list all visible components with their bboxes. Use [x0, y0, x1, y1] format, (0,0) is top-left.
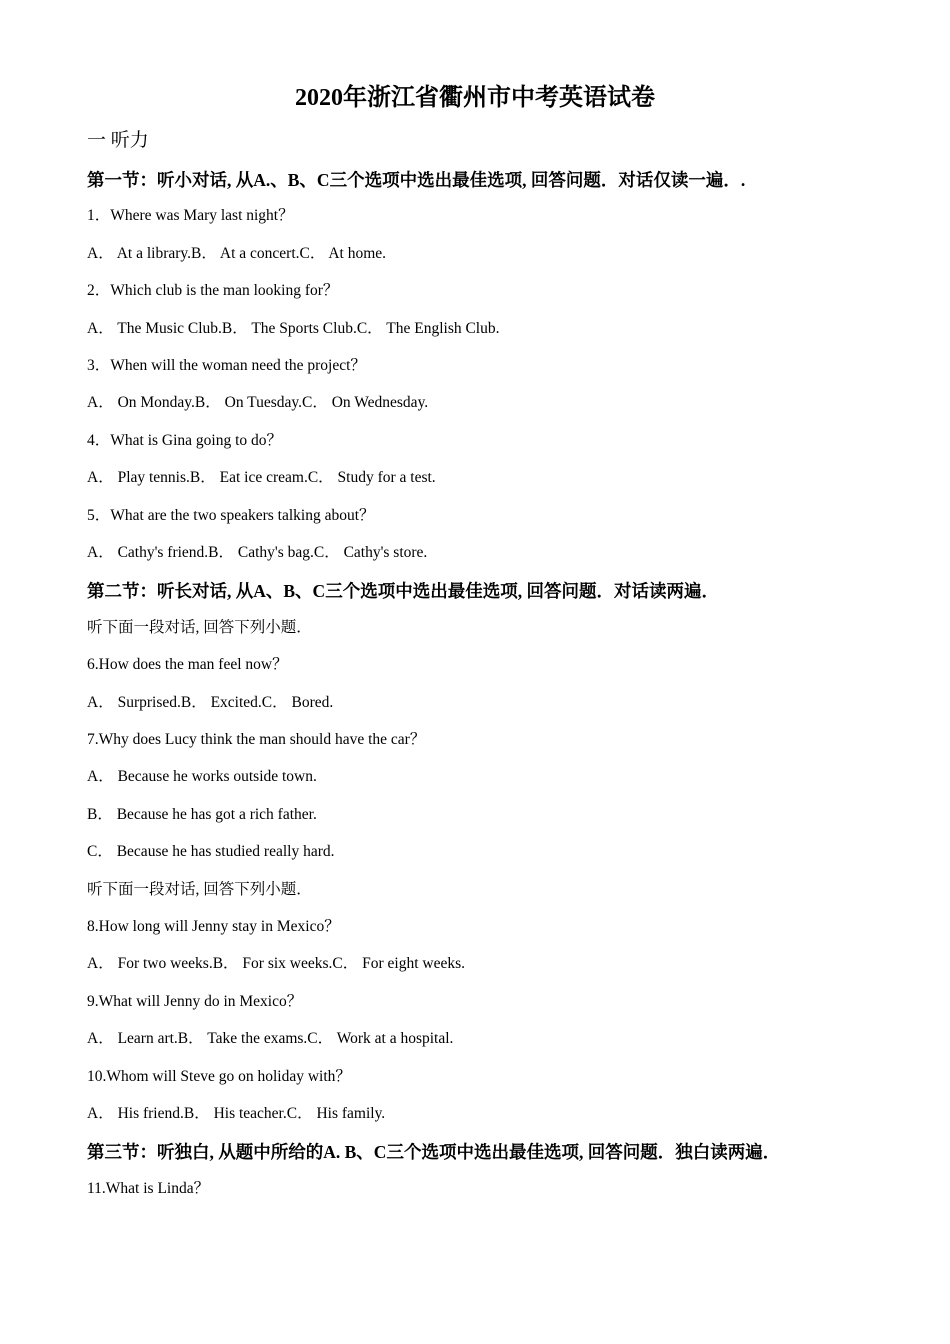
answer-options: A． Learn art.B． Take the exams.C． Work at a hospital. — [87, 1030, 454, 1048]
page-title: 2020年浙江省衢州市中考英语试卷 — [295, 85, 655, 111]
answer-options: A． His friend.B． His teacher.C． His family. — [87, 1105, 386, 1122]
answer-options: A． Because he works outside town. — [87, 768, 317, 786]
answer-options: C． Because he has studied really hard. — [87, 843, 335, 861]
section-heading: 第二节：听长对话, 从A、B、C三个选项中选出最佳选项, 回答问题．对话读两遍． — [87, 581, 719, 602]
question-text: 7.Why does Lucy think the man should have the car？ — [87, 731, 426, 748]
question-text: 2．Which club is the man looking for？ — [87, 282, 339, 300]
question-text: 6.How does the man feel now？ — [87, 656, 288, 674]
question-text: 1．Where was Mary last night？ — [87, 207, 294, 225]
question-text: 4．What is Gina going to do？ — [87, 431, 283, 449]
section-heading: 第三节：听独白, 从题中所给的A. B、C三个选项中选出最佳选项, 回答问题．独白读两遍． — [87, 1142, 781, 1163]
instruction-text: 听下面一段对话, 回答下列小题． — [87, 618, 312, 636]
section-heading: 第一节：听小对话, 从A.、B、C三个选项中选出最佳选项, 回答问题．对话仅读一遍．. — [87, 170, 746, 190]
answer-options: B． Because he has got a rich father. — [87, 805, 317, 823]
answer-options: A． The Music Club.B． The Sports Club.C． The English Club. — [87, 319, 500, 337]
part-heading: 一 听力 — [87, 130, 149, 151]
answer-options: A． Play tennis.B． Eat ice cream.C． Study for a test. — [87, 469, 436, 487]
answer-options: A． Cathy's friend.B． Cathy's bag.C． Cathy's store. — [87, 544, 428, 561]
answer-options: A． On Monday.B． On Tuesday.C． On Wednesday. — [87, 394, 429, 412]
question-text: 9.What will Jenny do in Mexico？ — [87, 992, 303, 1010]
question-text: 5．What are the two speakers talking about？ — [87, 506, 375, 524]
answer-options: A． For two weeks.B． For six weeks.C． For eight weeks. — [87, 955, 466, 973]
question-text: 8.How long will Jenny stay in Mexico？ — [87, 918, 340, 935]
instruction-text: 听下面一段对话, 回答下列小题． — [87, 880, 312, 898]
answer-options: A． Surprised.B． Excited.C． Bored. — [87, 693, 334, 711]
question-text: 10.Whom will Steve go on holiday with？ — [87, 1067, 351, 1085]
question-text: 3．When will the woman need the project？ — [87, 357, 366, 374]
question-text: 11.What is Linda？ — [87, 1179, 210, 1197]
answer-options: A． At a library.B． At a concert.C． At home. — [87, 244, 387, 262]
